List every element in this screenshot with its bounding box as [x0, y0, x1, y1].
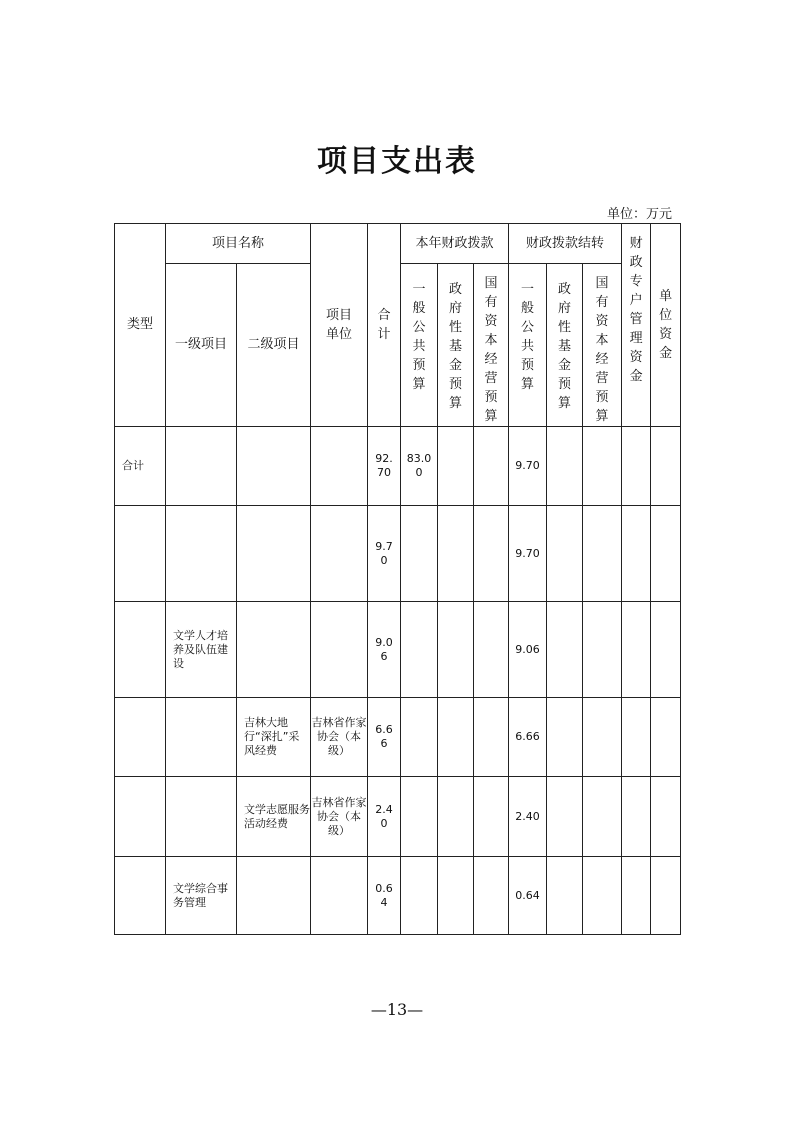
cell-unit-fund — [651, 427, 681, 506]
header-project-unit: 项目单位 — [311, 224, 368, 427]
cell-special — [622, 698, 651, 777]
cell-level2: 文学志愿服务活动经费 — [237, 777, 311, 857]
cell-unit: 吉林省作家协会（本级） — [311, 698, 368, 777]
project-expenditure-table — [114, 223, 681, 935]
cell-cur-fund — [438, 857, 474, 935]
cell-co-state — [583, 777, 622, 857]
table-row — [115, 427, 681, 506]
cell-type — [115, 602, 166, 698]
cell-type — [115, 777, 166, 857]
cell-co-state — [583, 427, 622, 506]
cell-co-general: 9.70 — [509, 427, 547, 506]
cell-cur-fund — [438, 777, 474, 857]
cell-unit: 吉林省作家协会（本级） — [311, 777, 368, 857]
cell-unit — [311, 427, 368, 506]
cell-unit — [311, 857, 368, 935]
cell-unit-fund — [651, 602, 681, 698]
cell-co-fund — [547, 427, 583, 506]
table-row — [115, 857, 681, 935]
header-level1: 一级项目 — [166, 264, 237, 427]
table-row — [115, 777, 681, 857]
table-row — [115, 602, 681, 698]
cell-level1 — [166, 506, 237, 602]
header-cur-general: 一般公共预算 — [401, 264, 438, 427]
cell-special — [622, 777, 651, 857]
cell-cur-fund — [438, 698, 474, 777]
cell-unit-fund — [651, 506, 681, 602]
header-co-general: 一般公共预算 — [509, 264, 547, 427]
cell-type — [115, 857, 166, 935]
cell-special — [622, 506, 651, 602]
cell-unit — [311, 506, 368, 602]
header-current-year: 本年财政拨款 — [401, 224, 509, 264]
header-project-name: 项目名称 — [166, 224, 311, 264]
cell-unit-fund — [651, 777, 681, 857]
cell-total: 0.64 — [368, 857, 401, 935]
header-type: 类型 — [115, 224, 166, 427]
cell-cur-state — [474, 698, 509, 777]
cell-level2 — [237, 602, 311, 698]
header-special-fund: 财政专户管理资金 — [622, 224, 651, 427]
cell-special — [622, 427, 651, 506]
header-co-state: 国有资本经营预算 — [583, 264, 622, 427]
cell-level1 — [166, 777, 237, 857]
cell-co-fund — [547, 698, 583, 777]
table-row — [115, 506, 681, 602]
cell-co-general: 6.66 — [509, 698, 547, 777]
cell-cur-general — [401, 857, 438, 935]
cell-unit-fund — [651, 857, 681, 935]
cell-cur-general: 83.00 — [401, 427, 438, 506]
cell-co-state — [583, 602, 622, 698]
header-cur-fund: 政府性基金预算 — [438, 264, 474, 427]
cell-level2 — [237, 857, 311, 935]
cell-unit — [311, 602, 368, 698]
cell-cur-state — [474, 602, 509, 698]
cell-unit-fund — [651, 698, 681, 777]
page-title: 项目支出表 — [317, 144, 477, 179]
cell-co-fund — [547, 777, 583, 857]
cell-level2 — [237, 427, 311, 506]
cell-type: 合计 — [115, 427, 166, 506]
cell-level1: 文学综合事务管理 — [166, 857, 237, 935]
cell-cur-state — [474, 427, 509, 506]
unit-label: 单位：万元 — [606, 207, 672, 222]
cell-co-fund — [547, 857, 583, 935]
cell-cur-general — [401, 602, 438, 698]
header-cur-state: 国有资本经营预算 — [474, 264, 509, 427]
cell-co-general: 2.40 — [509, 777, 547, 857]
cell-level1 — [166, 427, 237, 506]
cell-co-fund — [547, 602, 583, 698]
cell-special — [622, 602, 651, 698]
cell-total: 6.66 — [368, 698, 401, 777]
cell-level1 — [166, 698, 237, 777]
cell-total: 9.06 — [368, 602, 401, 698]
cell-total: 9.70 — [368, 506, 401, 602]
cell-cur-fund — [438, 427, 474, 506]
cell-co-state — [583, 506, 622, 602]
cell-cur-general — [401, 506, 438, 602]
cell-cur-fund — [438, 506, 474, 602]
table-row — [115, 698, 681, 777]
header-carryover: 财政拨款结转 — [509, 224, 622, 264]
cell-cur-general — [401, 777, 438, 857]
cell-special — [622, 857, 651, 935]
cell-cur-fund — [438, 602, 474, 698]
header-total: 合计 — [368, 224, 401, 427]
header-level2: 二级项目 — [237, 264, 311, 427]
cell-cur-state — [474, 857, 509, 935]
cell-cur-general — [401, 698, 438, 777]
cell-co-fund — [547, 506, 583, 602]
page-number: —13— — [370, 1000, 424, 1019]
cell-level2: 吉林大地行“深扎”采风经费 — [237, 698, 311, 777]
cell-co-general: 9.70 — [509, 506, 547, 602]
cell-cur-state — [474, 506, 509, 602]
cell-cur-state — [474, 777, 509, 857]
cell-co-general: 0.64 — [509, 857, 547, 935]
cell-total: 92.70 — [368, 427, 401, 506]
cell-level2 — [237, 506, 311, 602]
header-unit-fund: 单位资金 — [651, 224, 681, 427]
cell-co-state — [583, 857, 622, 935]
cell-co-general: 9.06 — [509, 602, 547, 698]
cell-type — [115, 698, 166, 777]
cell-level1: 文学人才培养及队伍建设 — [166, 602, 237, 698]
header-co-fund: 政府性基金预算 — [547, 264, 583, 427]
cell-type — [115, 506, 166, 602]
cell-total: 2.40 — [368, 777, 401, 857]
cell-co-state — [583, 698, 622, 777]
